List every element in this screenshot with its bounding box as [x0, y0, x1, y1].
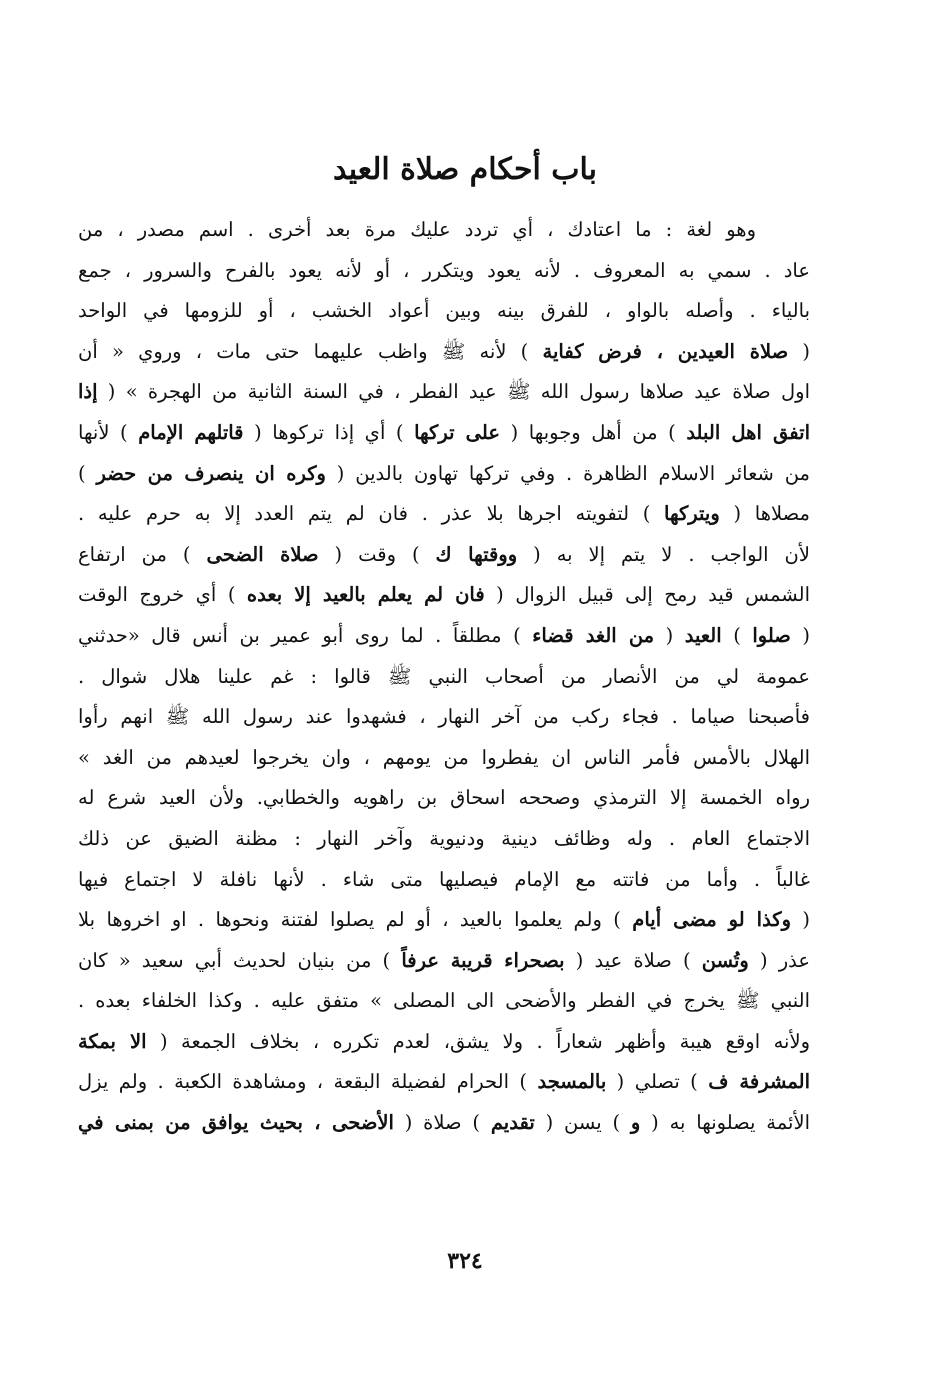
text-segment: ) يسن ( [534, 1111, 631, 1135]
text-line [78, 1062, 810, 1103]
text-segment: من شعائر الاسلام الظاهرة . وفي تركها تهاون بالدين ( [325, 461, 810, 485]
text-segment: عذر ( [748, 948, 810, 972]
text-segment: عمومة لي من الأنصار من أصحاب النبي ﷺ قالوا : غم علينا هلال شوال . [78, 664, 810, 688]
bold-segment: ويتركها [664, 502, 720, 526]
text-segment: ) أي إذا تركوها ( [243, 420, 415, 444]
text-line [78, 941, 810, 982]
text-segment: اول صلاة عيد صلاها رسول الله ﷺ عيد الفطر ، في السنة الثانية من الهجرة » ( [97, 380, 810, 404]
chapter-title: باب أحكام صلاة العيد [332, 152, 598, 187]
text-segment: ) لأنها [78, 420, 139, 444]
text-line [78, 372, 810, 413]
text-segment: ولأنه اوقع هيبة وأظهر شعاراً . ولا يشق، لعدم تكرره ، بخلاف الجمعة ( [146, 1029, 810, 1053]
bold-segment: صلاة العيدين ، فرض كفاية [542, 339, 789, 363]
text-segment: ) الحرام لفضيلة البقعة ، ومشاهدة الكعبة . ولم يزل [78, 1070, 538, 1094]
text-line [78, 738, 810, 779]
text-segment: النبي ﷺ يخرج في الفطر والأضحى الى المصلى » متفق عليه . وكذا الخلفاء بعده . [78, 989, 810, 1013]
text-segment: مصلاها ( [719, 502, 810, 526]
text-segment: غالباً . وأما من فاتته مع الإمام فيصليها متى شاء . لأنها نافلة لا اجتماع فيها [78, 867, 810, 891]
text-segment: ) من بنيان لحديث أبي سعيد « كان [78, 948, 402, 972]
text-segment: عاد . سمي به المعروف . لأنه يعود ويتكرر ، أو لأنه يعود بالفرح والسرور ، جمع [78, 258, 810, 282]
text-segment: الاجتماع العام . وله وظائف دينية ودنيوية وآخر النهار : مظنة الضيق عن ذلك [78, 826, 810, 850]
text-segment: ) أي خروج الوقت [78, 583, 247, 607]
bold-segment: وتُسن [701, 948, 749, 972]
text-line [78, 778, 810, 819]
text-segment: ) من أهل وجوبها ( [500, 420, 687, 444]
bold-segment: على تركها [414, 420, 501, 444]
text-line [78, 575, 810, 616]
text-line [78, 819, 810, 860]
text-segment: ) لتفويته اجرها بلا عذر . فان لم يتم العدد إلا به حرم عليه . [78, 502, 665, 526]
text-segment: ) من ارتفاع [78, 542, 207, 566]
text-segment: الشمس قيد رمح إلى قبيل الزوال ( [484, 583, 810, 607]
text-segment: وهو لغة : ما اعتادك ، أي تردد عليك مرة بعد أخرى . اسم مصدر ، من [78, 218, 756, 241]
bold-segment: العيد [684, 623, 722, 647]
bold-segment: صلاة الضحى [206, 542, 319, 566]
text-line [78, 535, 810, 576]
text-segment: الأئمة يصلونها به ( [640, 1111, 810, 1135]
text-segment: رواه الخمسة إلا الترمذي وصححه اسحاق بن راهويه والخطابي. ولأن العيد شرع له [78, 786, 810, 810]
text-line [78, 900, 810, 941]
text-line [78, 251, 810, 292]
bold-segment: قاتلهم الإمام [138, 420, 244, 444]
text-segment: ) تصلي ( [606, 1070, 709, 1094]
bold-segment: الأضحى ، بحيث يوافق من بمنى في [78, 1111, 394, 1135]
text-segment: بالياء . وأصله بالواو ، للفرق بينه وبين أعواد الخشب ، أو للزومها في الواحد [78, 299, 810, 323]
text-segment: ( [791, 908, 810, 932]
text-line [78, 1103, 810, 1144]
text-line [78, 494, 810, 535]
text-line [78, 291, 810, 332]
text-line [78, 697, 810, 738]
text-line [78, 413, 810, 454]
page-number: ٣٢٤ [447, 1248, 483, 1274]
bold-segment: اتفق اهل البلد [686, 420, 810, 444]
text-segment: ( [788, 339, 810, 363]
bold-segment: إذا [78, 380, 98, 404]
bold-segment: بالمسجد [537, 1070, 607, 1094]
text-segment: ) صلاة عيد ( [564, 948, 702, 972]
bold-segment: وكره ان ينصرف من حضر [96, 461, 326, 485]
bold-segment: المشرفة ف [708, 1070, 810, 1094]
text-line [78, 860, 810, 901]
text-segment: الهلال بالأمس فأمر الناس ان يفطروا من يومهم ، وان يخرجوا لعيدهم من الغد » [78, 745, 810, 769]
body-text [78, 210, 810, 1144]
text-segment: لأن الواجب . لا يتم إلا به ( [517, 542, 810, 566]
text-segment: ) [721, 623, 753, 647]
text-segment: ) مطلقاً . لما روى أبو عمير بن أنس قال «حدثني [78, 623, 533, 647]
text-segment: ) ولم يعلموا بالعيد ، أو لم يصلوا لفتنة ونحوها . او اخروها بلا [78, 908, 633, 932]
text-segment: ) [78, 461, 97, 485]
bold-segment: ووقتها ك [435, 542, 518, 566]
text-line [78, 332, 810, 373]
text-line [78, 454, 810, 495]
text-segment: ( [654, 623, 685, 647]
bold-segment: الا بمكة [78, 1029, 147, 1053]
bold-segment: من الغد قضاء [532, 623, 655, 647]
text-segment: ( [790, 623, 810, 647]
text-line [78, 1022, 810, 1063]
bold-segment: صلوا [752, 623, 791, 647]
bold-segment: بصحراء قريبة عرفاً [401, 948, 565, 972]
bold-segment: وكذا لو مضى أيام [632, 908, 792, 932]
bold-segment: تقديم [490, 1111, 535, 1135]
text-segment: ) لأنه ﷺ واظب عليهما حتى مات ، وروي « أن [78, 339, 543, 363]
text-segment: ) صلاة ( [393, 1111, 491, 1135]
bold-segment: فان لم يعلم بالعيد إلا بعده [246, 583, 485, 607]
text-line [78, 616, 810, 657]
text-line [78, 210, 810, 251]
text-segment: فأصبحنا صياما . فجاء ركب من آخر النهار ، فشهدوا عند رسول الله ﷺ انهم رأوا [78, 705, 810, 729]
text-segment: ) وقت ( [318, 542, 436, 566]
text-line [78, 657, 810, 698]
bold-segment: و [630, 1111, 641, 1135]
text-line [78, 981, 810, 1022]
